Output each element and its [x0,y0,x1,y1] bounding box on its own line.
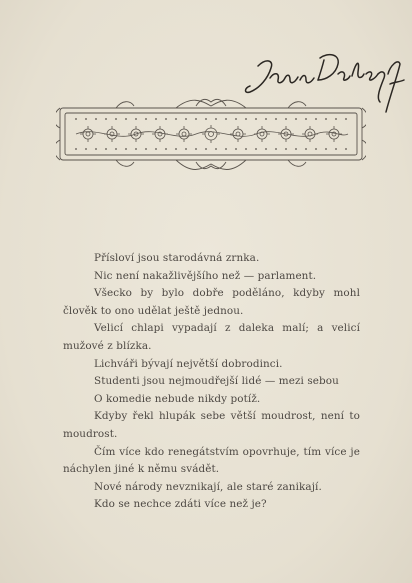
decorative-header-ornament [56,94,366,180]
proverb-line: Velicí chlapi vypadají z daleka malí; a velicí mužové z blízka. [63,322,360,352]
proverb-line: Kdo se nechce zdáti více než je? [94,498,267,511]
proverb-line: Všecko by bylo dobře poděláno, kdyby mohl člověk to ono udělat ještě jednou. [63,287,360,317]
proverb-line: Kdyby řekl hlupák sebe větší moudrost, není to moudrost. [63,410,360,440]
proverb-line: Lichváři bývají největší dobrodinci. [94,357,283,370]
proverb-line: O komedie nebude nikdy potíž. [94,392,261,405]
proverb-line: Čím více kdo renegátstvím opovrhuje, tím více je náchylen jiné k němu svádět. [63,445,360,476]
proverb-line: Přísloví jsou starodávná zrnka. [94,252,260,264]
proverb-line: Nic není nakažlivějšího než — parlament. [94,269,317,282]
proverb-line: Studenti jsou nejmoudřejší lidé — mezi sebou [94,375,339,388]
proverbs-text [63,250,360,514]
proverb-line: Nové národy nevznikají, ale staré zanikají. [94,480,322,493]
